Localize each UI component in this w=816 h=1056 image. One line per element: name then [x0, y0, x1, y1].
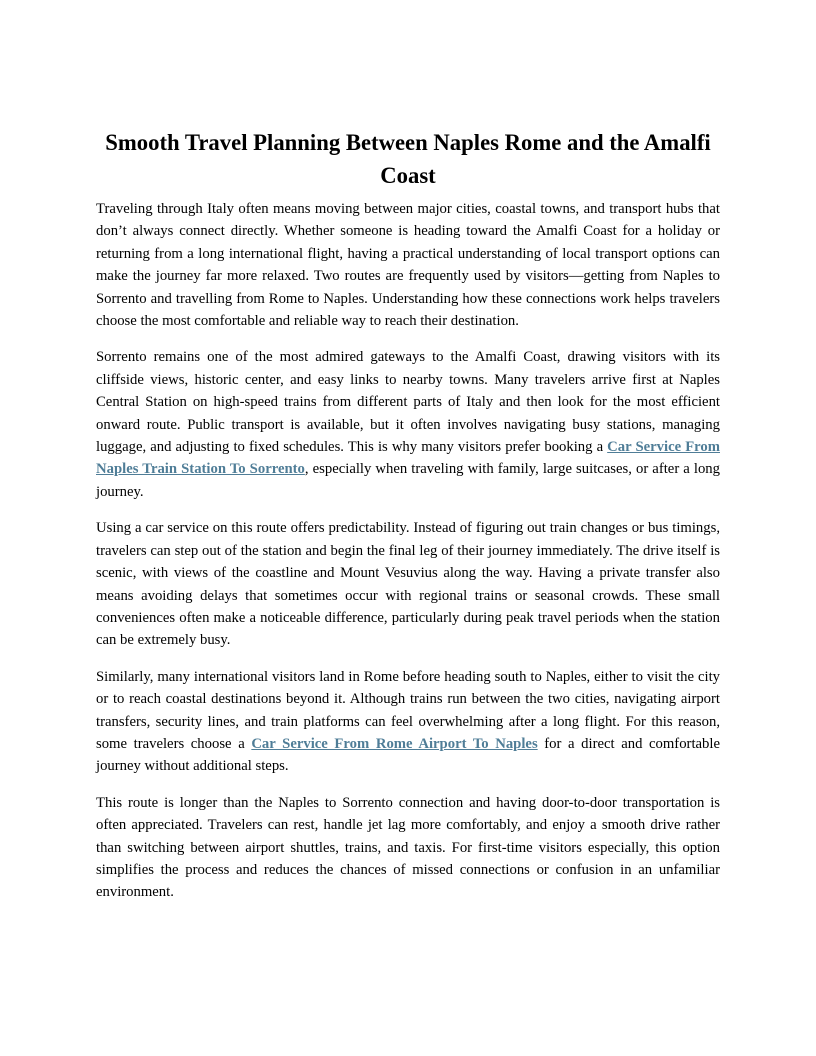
- paragraph-text: for a direct and comfortable journey without additional steps.: [96, 735, 720, 775]
- naples-sorrento-car-service-link[interactable]: Car Service From Naples Train Station To Sorrento: [96, 439, 720, 478]
- paragraph-text: Sorrento remains one of the most admired gateways to the Amalfi Coast, drawing visitors with its cliffside views, historic center, and easy links to nearby towns. Many travelers arrive first at Naples Central Station on high-speed trains from different parts of Italy and then look for the most efficient onward route. Public transport is available, but it often involves navigating busy stations, managing luggage, and adjusting to fixed schedules. This is why many visitors prefer booking a: [96, 349, 720, 456]
- paragraph-text: Traveling through Italy often means moving between major cities, coastal towns, and transport hubs that don’t always connect directly. Whether someone is heading toward the Amalfi Coast for a holiday or returning from a long international flight, having a practical understanding of local transport options can make the journey far more relaxed. Two routes are frequently used by visitors—getting from Naples to Sorrento and travelling from Rome to Naples. Understanding how these connections work helps travelers choose the most comfortable and reliable way to reach their destination.: [96, 201, 720, 330]
- paragraph-text: Using a car service on this route offers predictability. Instead of figuring out train changes or bus timings, travelers can step out of the station and begin the final leg of their journey immediately. The drive itself is scenic, with views of the coastline and Mount Vesuvius along the way. Having a private transfer also means avoiding delays that sometimes occur with regional trains or seasonal crowds. These small conveniences often make a noticeable difference, particularly during peak travel periods when the station can be extremely busy.: [96, 520, 720, 649]
- document-title: Smooth Travel Planning Between Naples Rome and the Amalfi Coast: [105, 130, 711, 188]
- paragraph-sorrento: [96, 346, 720, 503]
- paragraph-text: This route is longer than the Naples to Sorrento connection and having door-to-door transportation is often appreciated. Travelers can rest, handle jet lag more comfortably, and enjoy a smooth drive rather than switching between airport shuttles, trains, and taxis. For first-time visitors especially, this option simplifies the process and reduces the chances of missed connections or confusion in an unfamiliar environment.: [96, 794, 720, 901]
- paragraph-rome: [96, 666, 720, 778]
- rome-naples-car-service-link[interactable]: Car Service From Rome Airport To Naples: [251, 735, 538, 752]
- paragraph-car-service: [96, 517, 720, 651]
- paragraph-intro: [96, 198, 720, 332]
- paragraph-closing: [96, 792, 720, 904]
- paragraph-text: , especially when traveling with family, large suitcases, or after a long journey.: [96, 461, 720, 500]
- paragraph-text: Similarly, many international visitors land in Rome before heading south to Naples, either to visit the city or to reach coastal destinations beyond it. Although trains run between the two cities, navigating airport transfers, security lines, and train platforms can feel overwhelming after a long flight. For this reason, some travelers choose a: [96, 668, 720, 752]
- document-page: [96, 126, 720, 918]
